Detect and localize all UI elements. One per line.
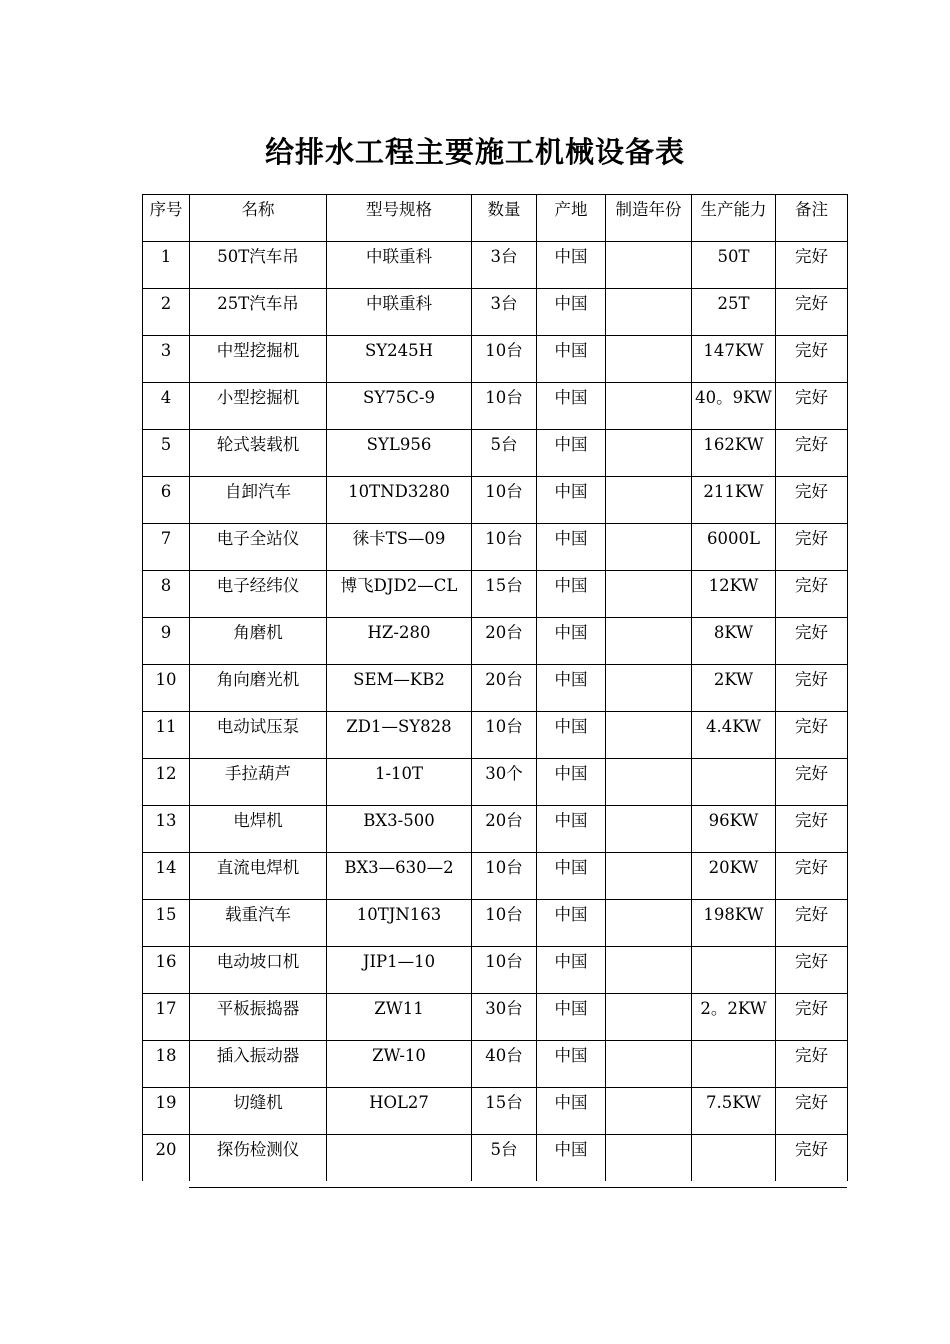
table-row [143, 665, 848, 712]
table-cell-remark: 完好 [776, 665, 848, 712]
table-cell-year [606, 477, 692, 524]
table-cell-no: 7 [143, 524, 190, 571]
table-cell-qty: 15台 [472, 1088, 537, 1135]
table-cell-no: 17 [143, 994, 190, 1041]
table-cell-origin: 中国 [537, 712, 606, 759]
table-cell-qty: 10台 [472, 900, 537, 947]
table-cell-remark: 完好 [776, 618, 848, 665]
table-cell-remark: 完好 [776, 289, 848, 336]
table-cell-model: 中联重科 [327, 242, 472, 289]
table-cell-no: 2 [143, 289, 190, 336]
table-cell-capacity [692, 947, 776, 994]
table-cell-origin: 中国 [537, 1088, 606, 1135]
table-cell-no: 19 [143, 1088, 190, 1135]
table-cell-model: ZD1—SY828 [327, 712, 472, 759]
table-cell-no: 6 [143, 477, 190, 524]
table-cell-name: 电动坡口机 [190, 947, 327, 994]
table-cell-origin: 中国 [537, 665, 606, 712]
table-cell-name: 直流电焊机 [190, 853, 327, 900]
table-cell-remark: 完好 [776, 1041, 848, 1088]
table-cell-capacity: 2。2KW [692, 994, 776, 1041]
table-cell-capacity: 162KW [692, 430, 776, 477]
table-cell-no: 3 [143, 336, 190, 383]
table-row [143, 759, 848, 806]
table-cell-no: 9 [143, 618, 190, 665]
table-cell-remark: 完好 [776, 336, 848, 383]
table-cell-model: SYL956 [327, 430, 472, 477]
table-cell-origin: 中国 [537, 900, 606, 947]
table-cell-no: 14 [143, 853, 190, 900]
table-cell-qty: 10台 [472, 853, 537, 900]
table-cell-name: 50T汽车吊 [190, 242, 327, 289]
table-cell-origin: 中国 [537, 383, 606, 430]
header-cell: 序号 [143, 195, 190, 242]
table-header-row [143, 195, 848, 242]
table-cell-name: 电子全站仪 [190, 524, 327, 571]
table-cell-remark: 完好 [776, 853, 848, 900]
table-cell-no: 20 [143, 1135, 190, 1182]
table-cell-name: 电焊机 [190, 806, 327, 853]
table-cell-no: 13 [143, 806, 190, 853]
table-cell-origin: 中国 [537, 289, 606, 336]
table-cell-name: 手拉葫芦 [190, 759, 327, 806]
table-cell-capacity [692, 759, 776, 806]
table-cell-origin: 中国 [537, 947, 606, 994]
table-cell-year [606, 853, 692, 900]
table-cell-no: 10 [143, 665, 190, 712]
table-row [143, 712, 848, 759]
table-cell-no: 4 [143, 383, 190, 430]
table-cell-model: 徕卡TS—09 [327, 524, 472, 571]
table-cell-remark: 完好 [776, 1135, 848, 1182]
table-cell-year [606, 618, 692, 665]
table-cell-qty: 20台 [472, 618, 537, 665]
table-cell-remark: 完好 [776, 242, 848, 289]
table-cell-capacity [692, 1135, 776, 1182]
table-cell-no: 11 [143, 712, 190, 759]
table-cell-model: SY75C-9 [327, 383, 472, 430]
table-cell-origin: 中国 [537, 430, 606, 477]
header-cell: 生产能力 [692, 195, 776, 242]
table-cell-model: HZ-280 [327, 618, 472, 665]
table-cell-model: SY245H [327, 336, 472, 383]
table-cell-model: 10TND3280 [327, 477, 472, 524]
table-cell-origin: 中国 [537, 759, 606, 806]
table-row [143, 900, 848, 947]
table-cell-no: 8 [143, 571, 190, 618]
table-cell-year [606, 430, 692, 477]
table-cell-qty: 20台 [472, 806, 537, 853]
table-cell-year [606, 806, 692, 853]
table-cell-name: 轮式装载机 [190, 430, 327, 477]
table-cell-origin: 中国 [537, 1135, 606, 1182]
table-cell-remark: 完好 [776, 477, 848, 524]
table-cell-qty: 10台 [472, 947, 537, 994]
table-cell-name: 25T汽车吊 [190, 289, 327, 336]
table-row [143, 1088, 848, 1135]
table-cell-name: 角向磨光机 [190, 665, 327, 712]
header-cell: 制造年份 [606, 195, 692, 242]
table-cell-name: 小型挖掘机 [190, 383, 327, 430]
table-cell-origin: 中国 [537, 336, 606, 383]
table-cell-remark: 完好 [776, 571, 848, 618]
table-cell-qty: 3台 [472, 289, 537, 336]
table-cell-year [606, 571, 692, 618]
table-cell-remark: 完好 [776, 1088, 848, 1135]
table-cell-capacity: 147KW [692, 336, 776, 383]
table-cell-origin: 中国 [537, 806, 606, 853]
table-cell-origin: 中国 [537, 853, 606, 900]
table-row [143, 806, 848, 853]
table-row [143, 242, 848, 289]
table-cell-qty: 10台 [472, 336, 537, 383]
table-cell-origin: 中国 [537, 242, 606, 289]
table-cell-capacity: 25T [692, 289, 776, 336]
table-cell-year [606, 1088, 692, 1135]
table-cell-model: HOL27 [327, 1088, 472, 1135]
table-cell-year [606, 524, 692, 571]
header-cell: 型号规格 [327, 195, 472, 242]
table-cell-model: SEM—KB2 [327, 665, 472, 712]
table-cell-year [606, 1041, 692, 1088]
table-cell-year [606, 759, 692, 806]
table-cell-qty: 5台 [472, 1135, 537, 1182]
table-cell-remark: 完好 [776, 994, 848, 1041]
table-cell-origin: 中国 [537, 1041, 606, 1088]
table-cell-model: JIP1—10 [327, 947, 472, 994]
table-cell-capacity: 50T [692, 242, 776, 289]
table-cell-model: 中联重科 [327, 289, 472, 336]
table-cell-name: 切缝机 [190, 1088, 327, 1135]
table-cell-capacity: 2KW [692, 665, 776, 712]
table-cell-year [606, 665, 692, 712]
table-cell-capacity: 8KW [692, 618, 776, 665]
table-bottom-border [189, 1187, 847, 1188]
table-cell-capacity [692, 1041, 776, 1088]
table-row [143, 618, 848, 665]
header-cell: 数量 [472, 195, 537, 242]
table-cell-remark: 完好 [776, 806, 848, 853]
table-row [143, 289, 848, 336]
table-cell-no: 18 [143, 1041, 190, 1088]
table-row [143, 477, 848, 524]
equipment-table [142, 194, 848, 1181]
header-cell: 备注 [776, 195, 848, 242]
table-cell-capacity: 211KW [692, 477, 776, 524]
table-cell-model: 10TJN163 [327, 900, 472, 947]
table-row [143, 1041, 848, 1088]
table-row [143, 1135, 848, 1182]
table-cell-capacity: 198KW [692, 900, 776, 947]
table-cell-remark: 完好 [776, 383, 848, 430]
table-cell-qty: 15台 [472, 571, 537, 618]
table-cell-origin: 中国 [537, 524, 606, 571]
table-cell-capacity: 96KW [692, 806, 776, 853]
table-cell-no: 15 [143, 900, 190, 947]
table-row [143, 853, 848, 900]
table-cell-origin: 中国 [537, 994, 606, 1041]
table-cell-year [606, 336, 692, 383]
table-cell-remark: 完好 [776, 759, 848, 806]
table-cell-capacity: 7.5KW [692, 1088, 776, 1135]
table-cell-qty: 30个 [472, 759, 537, 806]
header-cell: 名称 [190, 195, 327, 242]
table-cell-qty: 30台 [472, 994, 537, 1041]
table-row [143, 947, 848, 994]
table-row [143, 336, 848, 383]
table-cell-name: 中型挖掘机 [190, 336, 327, 383]
table-cell-qty: 10台 [472, 383, 537, 430]
table-cell-year [606, 289, 692, 336]
table-cell-origin: 中国 [537, 477, 606, 524]
table-cell-name: 载重汽车 [190, 900, 327, 947]
table-cell-year [606, 947, 692, 994]
table-cell-qty: 10台 [472, 524, 537, 571]
table-cell-qty: 40台 [472, 1041, 537, 1088]
table-cell-year [606, 712, 692, 759]
table-cell-year [606, 242, 692, 289]
table-cell-model: ZW11 [327, 994, 472, 1041]
table-cell-capacity: 40。9KW [692, 383, 776, 430]
table-cell-model: 博飞DJD2—CL [327, 571, 472, 618]
table-cell-model: BX3-500 [327, 806, 472, 853]
table-cell-name: 自卸汽车 [190, 477, 327, 524]
table-cell-name: 电子经纬仪 [190, 571, 327, 618]
table-cell-no: 5 [143, 430, 190, 477]
table-cell-qty: 3台 [472, 242, 537, 289]
table-cell-no: 12 [143, 759, 190, 806]
table-row [143, 383, 848, 430]
table-cell-remark: 完好 [776, 900, 848, 947]
table-cell-remark: 完好 [776, 524, 848, 571]
table-cell-model: BX3—630—2 [327, 853, 472, 900]
table-cell-capacity: 20KW [692, 853, 776, 900]
table-cell-qty: 5台 [472, 430, 537, 477]
table-cell-model: 1-10T [327, 759, 472, 806]
table-cell-name: 探伤检测仪 [190, 1135, 327, 1182]
table-cell-remark: 完好 [776, 712, 848, 759]
table-body [143, 242, 848, 1182]
table-cell-capacity: 4.4KW [692, 712, 776, 759]
table-cell-year [606, 900, 692, 947]
table-cell-capacity: 6000L [692, 524, 776, 571]
page-title: 给排水工程主要施工机械设备表 [264, 135, 685, 169]
table-cell-name: 角磨机 [190, 618, 327, 665]
table-cell-no: 1 [143, 242, 190, 289]
table-cell-remark: 完好 [776, 430, 848, 477]
table-cell-model [327, 1135, 472, 1182]
table-cell-year [606, 383, 692, 430]
table-cell-year [606, 994, 692, 1041]
table-cell-year [606, 1135, 692, 1182]
table-cell-qty: 10台 [472, 712, 537, 759]
table-row [143, 994, 848, 1041]
table-cell-qty: 20台 [472, 665, 537, 712]
table-cell-remark: 完好 [776, 947, 848, 994]
table-cell-capacity: 12KW [692, 571, 776, 618]
header-cell: 产地 [537, 195, 606, 242]
table-cell-name: 平板振捣器 [190, 994, 327, 1041]
table-cell-name: 插入振动器 [190, 1041, 327, 1088]
table-row [143, 571, 848, 618]
table-cell-origin: 中国 [537, 571, 606, 618]
table-cell-origin: 中国 [537, 618, 606, 665]
table-cell-name: 电动试压泵 [190, 712, 327, 759]
table-row [143, 524, 848, 571]
table-cell-model: ZW-10 [327, 1041, 472, 1088]
table-cell-no: 16 [143, 947, 190, 994]
table-cell-qty: 10台 [472, 477, 537, 524]
table-row [143, 430, 848, 477]
